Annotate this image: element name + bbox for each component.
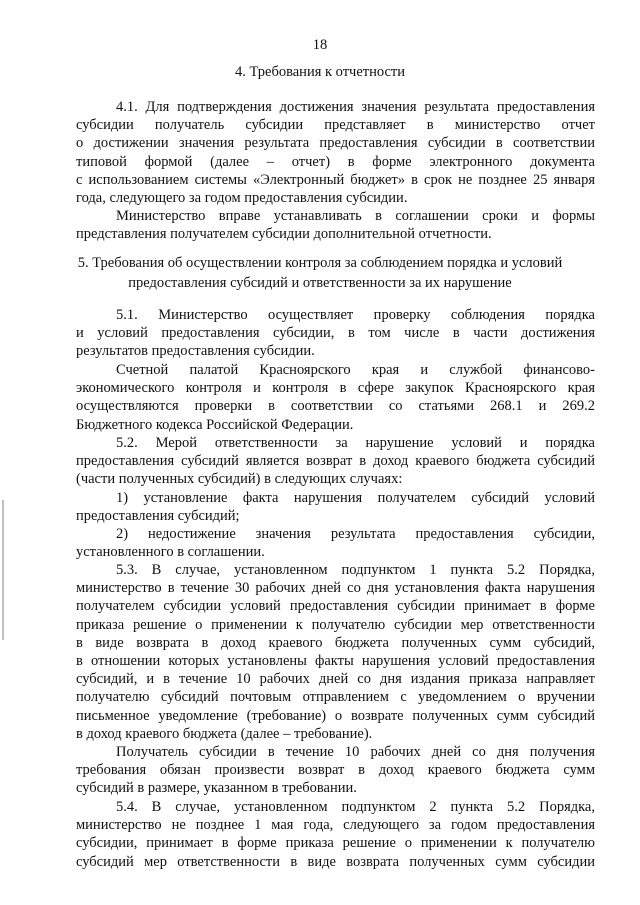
text-line: приказа решение о применении к получателю субсидии мер ответственности — [76, 616, 595, 633]
text-line: установленного в соглашении. — [76, 544, 265, 561]
text-line: в доход краевого бюджета (далее – требование). — [76, 725, 373, 742]
text-line: о достижении значения результата предоставления субсидии в соответствии — [76, 135, 595, 152]
page-number: 18 — [312, 37, 328, 53]
text-line: 2) недостижение значения результата предоставления субсидии, — [116, 526, 595, 542]
text-line: требования обязан произвести возврат в доход краевого бюджета сумм — [76, 762, 595, 779]
paragraph-5-4 — [76, 798, 595, 871]
text-line: Получатель субсидии в течение 10 рабочих дней со дня получения — [116, 744, 595, 760]
text-line: 1) установление факта нарушения получателем субсидий условий — [116, 490, 595, 506]
paragraph-5-1 — [76, 306, 595, 361]
text-line: представления получателем субсидии дополнительной отчетности. — [76, 226, 492, 243]
text-line: с использованием системы «Электронный бюджет» в срок не позднее 25 января — [76, 171, 595, 188]
heading-line: 5. Требования об осуществлении контроля за соблюдением порядка и условий — [77, 255, 563, 271]
text-line: субсидий в размере, указанном в требовании. — [76, 780, 357, 797]
text-line: субсидии, принимает в форме приказа решение о применении к получателю — [76, 835, 595, 852]
heading-line: предоставления субсидий и ответственности за их нарушение — [128, 275, 512, 291]
text-line: 5.4. В случае, установленном подпунктом 2 пункта 5.2 Порядка, — [116, 799, 595, 815]
text-line: письменное уведомление (требование) о возврате полученных сумм субсидий — [76, 707, 595, 724]
text-line: субсидии получатель субсидии представляет в министерство отчет — [76, 117, 595, 134]
text-line: предоставления субсидий является возврат в доход краевого бюджета субсидий — [76, 453, 595, 470]
scan-edge-mark — [2, 500, 4, 640]
paragraph-5-2 — [76, 434, 595, 489]
section-5-heading — [60, 253, 580, 293]
text-line: типовой формой (далее – отчет) в форме электронного документа — [76, 153, 595, 170]
text-line: получателю субсидий почтовым отправлением с уведомлением о вручении — [76, 689, 595, 706]
text-line: 5.3. В случае, установленном подпунктом 1 пункта 5.2 Порядка, — [116, 562, 595, 578]
text-line: экономического контроля и контроля в сфере закупок Красноярского края — [76, 380, 595, 397]
paragraph-5-1-checks — [76, 361, 595, 434]
paragraph-4-2 — [76, 207, 595, 243]
paragraph-5-3 — [76, 561, 595, 743]
text-line: предоставления субсидий; — [76, 508, 240, 525]
text-line: результатов предоставления субсидии. — [76, 343, 315, 360]
text-line: Министерство вправе устанавливать в соглашении сроки и формы — [116, 208, 595, 224]
list-item-2 — [76, 525, 595, 561]
text-line: субсидий мер ответственности в виде возврата полученных сумм субсидии — [76, 853, 595, 870]
list-item-1 — [76, 489, 595, 525]
text-line: субсидий, и в течение 10 рабочих дней со дня издания приказа направляет — [76, 671, 595, 688]
text-line: года, следующего за годом предоставления субсидии. — [76, 189, 408, 206]
text-line: (части полученных субсидий) в следующих случаях: — [76, 471, 403, 488]
text-line: в отношении которых установлены факты нарушения условий предоставления — [76, 652, 595, 669]
text-line: министерство в течение 30 рабочих дней со дня установления факта нарушения — [76, 580, 595, 597]
text-line: Бюджетного кодекса Российской Федерации. — [76, 416, 354, 433]
text-line: осуществляются проверки в соответствии со статьями 268.1 и 269.2 — [76, 398, 595, 415]
text-line: 5.2. Мерой ответственности за нарушение условий и порядка — [116, 435, 595, 451]
text-line: министерство не позднее 1 мая года, следующего за годом предоставления — [76, 817, 595, 834]
paragraph-5-3-return — [76, 743, 595, 798]
text-line: 5.1. Министерство осуществляет проверку соблюдения порядка — [116, 307, 595, 323]
text-line: в виде возврата в доход краевого бюджета полученных сумм субсидий, — [76, 634, 595, 651]
text-line: Счетной палатой Красноярского края и службой финансово- — [116, 362, 595, 378]
paragraph-4-1 — [76, 98, 595, 207]
text-line: и условий предоставления субсидии, в том числе в части достижения — [76, 325, 595, 342]
section-4-heading: 4. Требования к отчетности — [234, 64, 406, 80]
text-line: 4.1. Для подтверждения достижения значения результата предоставления — [116, 99, 595, 115]
text-line: получателем субсидии условий предоставления субсидии принимает в форме — [76, 598, 595, 615]
